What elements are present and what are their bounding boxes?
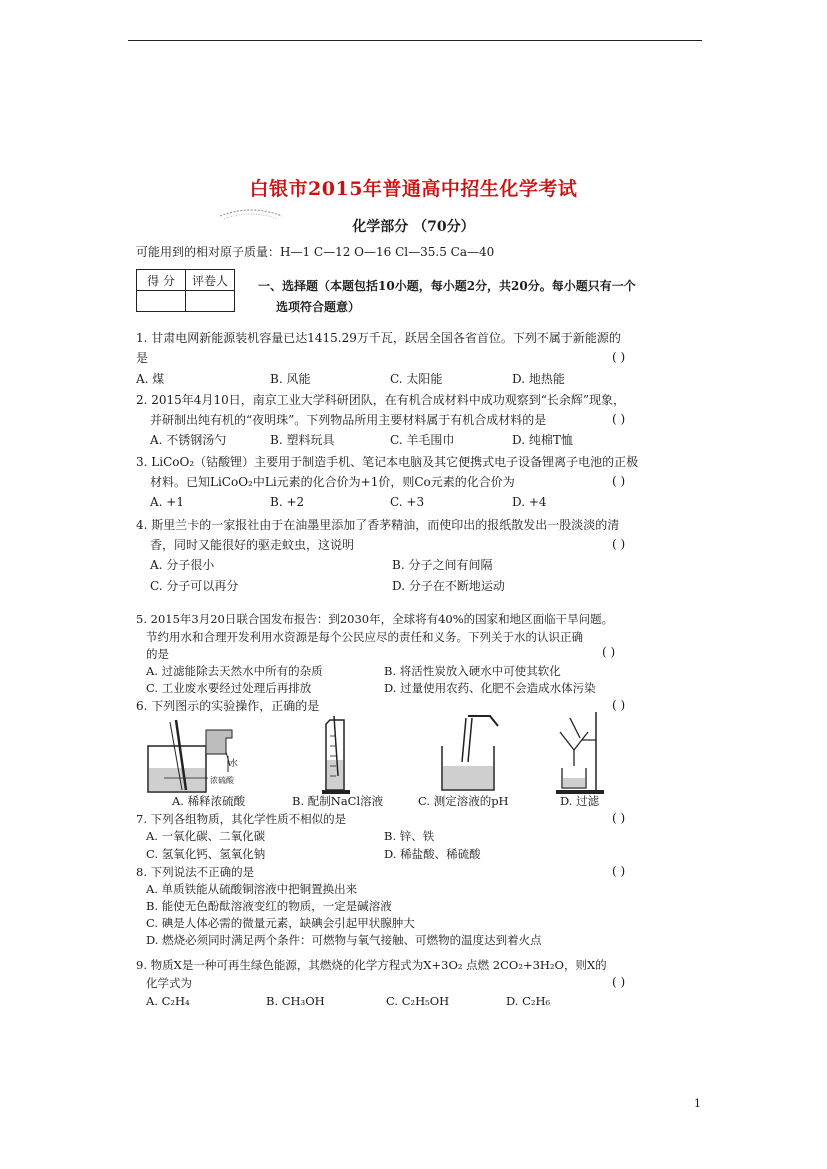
section-instructions-line2: 选项符合题意） [276,300,361,314]
q1-option-b: B. 风能 [270,372,311,386]
filtration-diagram [552,710,612,796]
q5-option-d: D. 过量使用农药、化肥不会造成水体污染 [384,681,596,695]
q1-option-c: C. 太阳能 [390,372,443,386]
q3-option-d: D. +4 [512,495,547,509]
q8-option-a: A. 单质铁能从硫酸铜溶液中把铜置换出来 [146,882,358,896]
q6-option-a: A. 稀释浓硫酸 [172,794,246,808]
q6-answer-blank: ( ) [612,698,626,712]
score-table [136,269,235,312]
q4-option-c: C. 分子可以再分 [150,579,239,593]
q1-option-d: D. 地热能 [512,372,565,386]
dilution-diagram [146,716,266,796]
q2-option-d: D. 纯棉T恤 [512,433,573,447]
q2-stem-line2: 并研制出纯有机的“夜明珠”。下列物品所用主要材料属于有机合成材料的是 [150,413,547,427]
q6-option-d: D. 过滤 [560,794,600,808]
q1-stem-line1: 1. 甘肃电网新能源装机容量已达1415.29万千瓦，跃居全国各省首位。下列不属于新能源的 [136,331,621,345]
q5-stem-line1: 5. 2015年3月20日联合国发布报告：到2030年，全球将有40%的国家和地区面临干旱问题。 [136,612,614,626]
q9-option-d: D. C₂H₆ [506,994,551,1008]
q7-stem: 7. 下列各组物质，其化学性质不相似的是 [136,812,347,826]
q3-answer-blank: ( ) [612,474,626,488]
q5-stem-line3: 的是 [146,647,169,661]
q4-stem-line2: 香，同时又能很好的驱走蚊虫，这说明 [150,538,355,552]
q4-option-b: B. 分子之间有间隔 [392,558,493,572]
q4-option-a: A. 分子很小 [150,558,215,572]
q4-option-d: D. 分子在不断地运动 [392,579,505,593]
q6-option-b: B. 配制NaCl溶液 [292,794,384,808]
q9-stem-line1: 9. 物质X是一种可再生绿色能源，其燃烧的化学方程式为X+3O₂ 点燃 2CO₂+3H₂O，则X的 [136,958,607,972]
ph-test-diagram [438,712,508,796]
q7-answer-blank: ( ) [612,811,626,825]
section-instructions-line1: 一、选择题（本题包括10小题，每小题2分，共20分。每小题只有一个 [258,279,636,293]
q3-stem-line2: 材料。已知LiCoO₂中Li元素的化合价为+1价，则Co元素的化合价为 [150,475,515,489]
exam-title: 白银市2015年普通高中招生化学考试 [249,178,578,200]
q8-option-d: D. 燃烧必须同时满足两个条件：可燃物与氧气接触、可燃物的温度达到着火点 [146,933,542,947]
grader-label: 评卷人 [186,270,235,291]
q8-stem: 8. 下列说法不正确的是 [136,865,255,879]
q5-option-b: B. 将活性炭放入硬水中可使其软化 [384,664,561,678]
q8-option-b: B. 能使无色酚酞溶液变红的物质，一定是碱溶液 [146,899,392,913]
q7-option-a: A. 一氧化碳、二氧化碳 [146,829,266,843]
section-heading: 化学部分 （70分） [352,219,475,235]
q2-answer-blank: ( ) [612,412,626,426]
q1-answer-blank: ( ) [612,350,626,364]
label-water: 水 [229,759,239,769]
page-number: 1 [694,1097,701,1110]
q5-stem-line2: 节约用水和合理开发利用水资源是每个公民应尽的责任和义务。下列关于水的认识正确 [146,630,583,644]
q9-stem-line2: 化学式为 [146,976,192,990]
q8-answer-blank: ( ) [612,864,626,878]
q4-answer-blank: ( ) [612,537,626,551]
label-concentrated-acid: 浓硫酸 [210,776,234,785]
q2-stem-line1: 2. 2015年4月10日，南京工业大学科研团队，在有机合成材料中成功观察到“长余辉”现象， [136,393,625,407]
cylinder-diagram [318,716,358,796]
q6-option-c: C. 测定溶液的pH [418,794,509,808]
q2-option-b: B. 塑料玩具 [270,433,335,447]
q1-stem-line2: 是 [136,351,149,365]
score-label: 得 分 [137,270,186,291]
q5-answer-blank: ( ) [602,645,616,659]
q7-option-c: C. 氢氧化钙、氢氧化钠 [146,847,266,861]
header-rule [128,40,702,41]
q9-option-b: B. CH₃OH [266,994,325,1008]
q7-option-b: B. 锌、铁 [384,829,435,843]
q9-option-c: C. C₂H₅OH [386,994,450,1008]
q3-option-b: B. +2 [270,495,305,509]
q2-option-c: C. 羊毛围巾 [390,433,455,447]
q9-answer-blank: ( ) [612,975,626,989]
q8-option-c: C. 碘是人体必需的微量元素，缺碘会引起甲状腺肿大 [146,916,415,930]
q3-stem-line1: 3. LiCoO₂（钴酸锂）主要用于制造手机、笔记本电脑及其它便携式电子设备锂离子电池的正极 [136,455,639,469]
q2-option-a: A. 不锈钢汤勺 [150,433,227,447]
q4-stem-line1: 4. 斯里兰卡的一家报社由于在油墨里添加了香茅精油，而使印出的报纸散发出一股淡淡的清 [136,518,620,532]
score-cell [137,291,186,312]
q1-option-a: A. 煤 [136,372,165,386]
grader-cell [186,291,235,312]
q9-option-a: A. C₂H₄ [146,994,190,1008]
q3-option-c: C. +3 [390,495,425,509]
atomic-masses: 可能用到的相对原子质量：H—1 C—12 O—16 Cl—35.5 Ca—40 [136,245,495,259]
q7-option-d: D. 稀盐酸、稀硫酸 [384,847,481,861]
q6-stem: 6. 下列图示的实验操作，正确的是 [136,699,320,713]
q5-option-a: A. 过滤能除去天然水中所有的杂质 [146,664,323,678]
q3-option-a: A. +1 [150,495,184,509]
q5-option-c: C. 工业废水要经过处理后再排放 [146,681,312,695]
